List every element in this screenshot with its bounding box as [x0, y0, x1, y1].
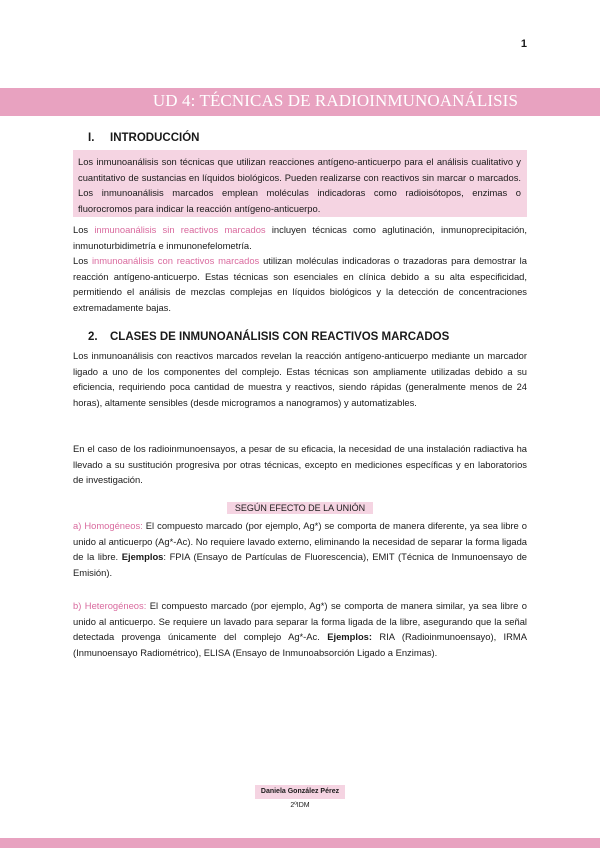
- homogeneous-label: a) Homogéneos:: [73, 520, 143, 531]
- unlabeled-paragraph: [73, 222, 527, 253]
- page-number: 1: [520, 38, 527, 50]
- heterogeneous-paragraph: [73, 598, 527, 660]
- footer-author: Daniela González Pérez: [255, 785, 345, 799]
- text-run: incluyen técnicas como aglutinación, inmunoprecipitación, inmunoturbidimetría e inmunonefelometría.: [73, 224, 527, 251]
- text-run: : FPIA (Ensayo de Partículas de Fluorescencia), EMIT (Técnica de Inmunoensayo de Emisión).: [73, 551, 528, 578]
- section-2-paragraph-2: En el caso de los radioinmunoensayos, a pesar de su eficacia, la necesidad de una instalación radiactiva ha llevado a su sustitución progresiva por otras técnicas, excepto en mediciones específicas y en laboratorios de investigación.: [73, 443, 527, 485]
- title-band: [0, 88, 600, 116]
- text-run: Los: [73, 224, 95, 235]
- highlight-term: inmunoanálisis con reactivos marcados: [91, 255, 260, 266]
- text-run: utilizan moléculas indicadoras o trazadoras para demostrar la reacción antígeno-anticuerpo. Estas técnicas son esenciales en clínica debido a su alta especificidad, permitiendo el análisis de mezclas complejas en líquidos biológicos y la detección de concentraciones extremadamente bajas.: [73, 255, 527, 313]
- intro-box-text: Los inmunoanálisis son técnicas que utilizan reacciones antígeno-anticuerpo para el análisis cualitativo y cuantitativo de sustancias en líquidos biológicos. Pueden realizarse con reactivos sin marcar o marcados. Los inmunoanálisis marcados emplean moléculas indicadoras como radioisótopos, enzimas o fluorocromos para indicar la reacción antígeno-anticuerpo.: [78, 156, 521, 214]
- section-1-title: INTRODUCCIÓN: [110, 132, 200, 144]
- page-footer: [0, 785, 600, 813]
- text-run: El compuesto marcado (por ejemplo, Ag*) se comporta de manera similar, ya sea libre o unido al anticuerpo. Se requiere un lavado para separar la forma ligada de la libre, asegurando que la señal detectada provenga únicamente del complejo Ag*-Ac.: [73, 600, 527, 642]
- labeled-paragraph: [73, 253, 527, 315]
- examples-label: Ejemplos:: [327, 631, 373, 642]
- section-2-title: CLASES DE INMUNOANÁLISIS CON REACTIVOS MARCADOS: [110, 331, 450, 343]
- section-2-number: 2.: [88, 331, 98, 343]
- section-2-paragraph-1: Los inmunoanálisis con reactivos marcados revelan la reacción antígeno-anticuerpo mediante un marcador ligado a uno de los componentes del complejo. Estas técnicas son ampliamente utilizadas debido a su eficiencia, requiriendo poca cantidad de muestra y reactivos, siendo rápidas (generalmente menos de 24 horas), altamente sensibles (desde microgramos a nanogramos) y automatizables.: [73, 350, 527, 408]
- intro-highlight-box: [73, 150, 527, 217]
- section-2-heading: [88, 331, 449, 343]
- intro-paragraphs: [73, 222, 527, 315]
- union-effect-subheading: SEGÚN EFECTO DE LA UNIÓN: [227, 502, 373, 514]
- highlight-term: inmunoanálisis sin reactivos marcados: [94, 224, 266, 235]
- subheading-wrap: [0, 498, 600, 516]
- section-1-number: I.: [88, 132, 95, 144]
- text-run: RIA (Radioinmunoensayo), IRMA (Inmunoensayo Radiométrico), ELISA (Ensayo de Inmunoabsorción Ligado a Enzimas).: [73, 631, 527, 658]
- section-2-intro: [73, 348, 527, 410]
- text-run: El compuesto marcado (por ejemplo, Ag*) se comporta de manera diferente, ya sea libre o unido al anticuerpo (Ag*-Ac). No requiere lavado externo, eliminando la necesidad de separar la forma ligada de la libre.: [73, 520, 528, 562]
- homogeneous-block: [73, 518, 527, 580]
- heterogeneous-label: b) Heterogéneos:: [73, 600, 147, 611]
- footer-course: 2ºIDM: [290, 802, 310, 809]
- bottom-band: [0, 838, 600, 848]
- section-1-heading: [88, 132, 199, 144]
- document-title: UD 4: TÉCNICAS DE RADIOINMUNOANÁLISIS: [152, 91, 518, 110]
- section-2-radio: [73, 441, 527, 488]
- text-run: Los: [73, 255, 92, 266]
- homogeneous-paragraph: [73, 518, 527, 580]
- heterogeneous-block: [73, 598, 527, 660]
- examples-label: Ejemplos: [121, 551, 164, 562]
